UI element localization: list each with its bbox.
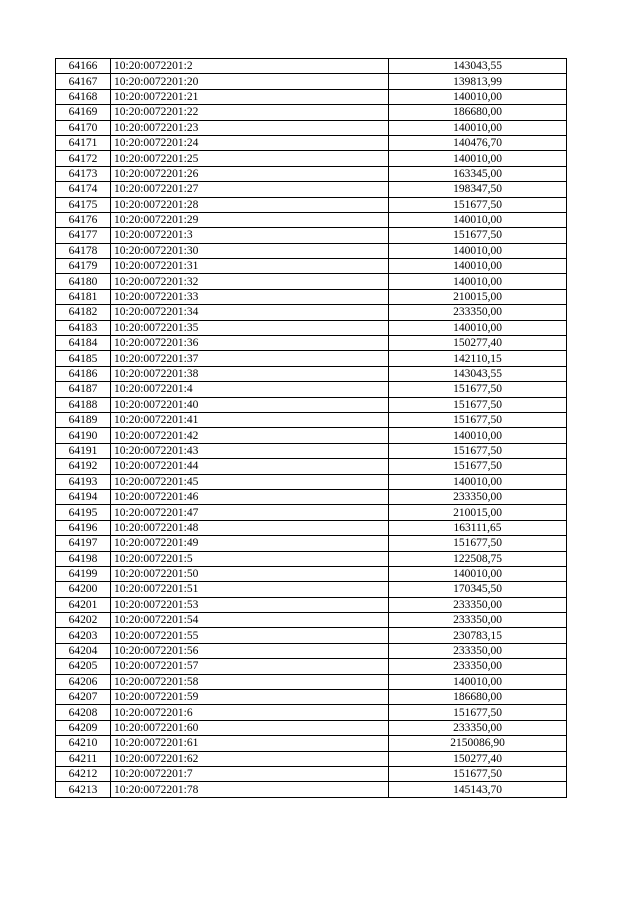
cadastral-number-cell: 10:20:0072201:21 [111,89,389,104]
table-row [56,412,567,427]
cadastral-value-cell: 186680,00 [389,690,567,705]
table-row [56,274,567,289]
cadastral-number-cell: 10:20:0072201:2 [111,59,389,74]
row-number-cell: 64168 [56,89,111,104]
cadastral-value-cell: 140010,00 [389,120,567,135]
row-number-cell: 64199 [56,566,111,581]
row-number-cell: 64195 [56,505,111,520]
row-number-cell: 64186 [56,366,111,381]
cadastral-number-cell: 10:20:0072201:29 [111,212,389,227]
table-row [56,289,567,304]
table-row [56,459,567,474]
row-number-cell: 64202 [56,613,111,628]
cadastral-number-cell: 10:20:0072201:26 [111,166,389,181]
cadastral-value-cell: 140010,00 [389,259,567,274]
cadastral-number-cell: 10:20:0072201:32 [111,274,389,289]
cadastral-number-cell: 10:20:0072201:31 [111,259,389,274]
cadastral-value-cell: 140010,00 [389,566,567,581]
table-row [56,89,567,104]
cadastral-number-cell: 10:20:0072201:28 [111,197,389,212]
cadastral-value-cell: 140010,00 [389,674,567,689]
row-number-cell: 64179 [56,259,111,274]
row-number-cell: 64203 [56,628,111,643]
row-number-cell: 64182 [56,305,111,320]
cadastral-number-cell: 10:20:0072201:6 [111,705,389,720]
row-number-cell: 64181 [56,289,111,304]
row-number-cell: 64166 [56,59,111,74]
cadastral-value-cell: 140010,00 [389,474,567,489]
cadastral-number-cell: 10:20:0072201:36 [111,336,389,351]
cadastral-value-cell: 233350,00 [389,659,567,674]
table-row [56,766,567,781]
cadastral-value-cell: 2150086,90 [389,736,567,751]
row-number-cell: 64197 [56,536,111,551]
table-row [56,613,567,628]
table-row [56,397,567,412]
cadastral-number-cell: 10:20:0072201:55 [111,628,389,643]
cadastral-number-cell: 10:20:0072201:35 [111,320,389,335]
table-row [56,643,567,658]
row-number-cell: 64183 [56,320,111,335]
cadastral-value-cell: 140010,00 [389,151,567,166]
cadastral-number-cell: 10:20:0072201:24 [111,135,389,150]
row-number-cell: 64190 [56,428,111,443]
cadastral-number-cell: 10:20:0072201:58 [111,674,389,689]
cadastral-value-cell: 151677,50 [389,443,567,458]
table-row [56,536,567,551]
row-number-cell: 64193 [56,474,111,489]
cadastral-number-cell: 10:20:0072201:42 [111,428,389,443]
cadastral-value-cell: 233350,00 [389,613,567,628]
row-number-cell: 64212 [56,766,111,781]
cadastral-number-cell: 10:20:0072201:34 [111,305,389,320]
table-row [56,105,567,120]
table-row [56,443,567,458]
cadastral-value-cell: 140010,00 [389,274,567,289]
cadastral-number-cell: 10:20:0072201:5 [111,551,389,566]
cadastral-value-cell: 151677,50 [389,536,567,551]
cadastral-number-cell: 10:20:0072201:7 [111,766,389,781]
table-row [56,74,567,89]
cadastral-number-cell: 10:20:0072201:46 [111,489,389,504]
cadastral-number-cell: 10:20:0072201:33 [111,289,389,304]
table-row [56,212,567,227]
table-row [56,690,567,705]
cadastral-number-cell: 10:20:0072201:61 [111,736,389,751]
row-number-cell: 64210 [56,736,111,751]
row-number-cell: 64188 [56,397,111,412]
row-number-cell: 64172 [56,151,111,166]
table-row [56,259,567,274]
cadastral-number-cell: 10:20:0072201:59 [111,690,389,705]
row-number-cell: 64178 [56,243,111,258]
cadastral-number-cell: 10:20:0072201:20 [111,74,389,89]
row-number-cell: 64169 [56,105,111,120]
cadastral-value-cell: 140476,70 [389,135,567,150]
cadastral-number-cell: 10:20:0072201:48 [111,520,389,535]
cadastral-value-cell: 233350,00 [389,643,567,658]
table-row [56,428,567,443]
row-number-cell: 64175 [56,197,111,212]
row-number-cell: 64173 [56,166,111,181]
table-row [56,597,567,612]
table-row [56,474,567,489]
cadastral-number-cell: 10:20:0072201:62 [111,751,389,766]
row-number-cell: 64196 [56,520,111,535]
table-row [56,305,567,320]
row-number-cell: 64167 [56,74,111,89]
row-number-cell: 64208 [56,705,111,720]
row-number-cell: 64187 [56,382,111,397]
cadastral-number-cell: 10:20:0072201:60 [111,720,389,735]
cadastral-value-cell: 233350,00 [389,597,567,612]
table-row [56,182,567,197]
cadastral-number-cell: 10:20:0072201:37 [111,351,389,366]
cadastral-value-cell: 233350,00 [389,720,567,735]
table-row [56,582,567,597]
cadastral-value-cell: 170345,50 [389,582,567,597]
row-number-cell: 64184 [56,336,111,351]
cadastral-number-cell: 10:20:0072201:47 [111,505,389,520]
table-row [56,366,567,381]
cadastral-value-cell: 143043,55 [389,59,567,74]
row-number-cell: 64180 [56,274,111,289]
table-row [56,751,567,766]
table-row [56,489,567,504]
cadastral-number-cell: 10:20:0072201:27 [111,182,389,197]
table-row [56,197,567,212]
table-row [56,151,567,166]
cadastral-value-cell: 151677,50 [389,197,567,212]
cadastral-value-cell: 140010,00 [389,428,567,443]
row-number-cell: 64170 [56,120,111,135]
table-row [56,782,567,797]
cadastral-number-cell: 10:20:0072201:78 [111,782,389,797]
cadastral-value-cell: 151677,50 [389,382,567,397]
row-number-cell: 64198 [56,551,111,566]
row-number-cell: 64205 [56,659,111,674]
cadastral-value-cell: 140010,00 [389,212,567,227]
cadastral-value-cell: 230783,15 [389,628,567,643]
row-number-cell: 64200 [56,582,111,597]
cadastral-number-cell: 10:20:0072201:51 [111,582,389,597]
cadastral-value-cell: 233350,00 [389,489,567,504]
table-row [56,59,567,74]
cadastral-number-cell: 10:20:0072201:44 [111,459,389,474]
row-number-cell: 64201 [56,597,111,612]
table-row [56,720,567,735]
cadastral-value-cell: 210015,00 [389,289,567,304]
row-number-cell: 64185 [56,351,111,366]
row-number-cell: 64174 [56,182,111,197]
table-row [56,659,567,674]
cadastral-value-cell: 198347,50 [389,182,567,197]
table-row [56,166,567,181]
cadastral-value-cell: 151677,50 [389,397,567,412]
cadastral-number-cell: 10:20:0072201:57 [111,659,389,674]
row-number-cell: 64171 [56,135,111,150]
row-number-cell: 64209 [56,720,111,735]
cadastral-number-cell: 10:20:0072201:56 [111,643,389,658]
row-number-cell: 64211 [56,751,111,766]
cadastral-value-cell: 151677,50 [389,766,567,781]
cadastral-value-cell: 150277,40 [389,336,567,351]
table-row [56,520,567,535]
cadastral-value-cell: 210015,00 [389,505,567,520]
cadastral-value-cell: 163111,65 [389,520,567,535]
table-body [56,59,567,798]
table-row [56,382,567,397]
row-number-cell: 64192 [56,459,111,474]
cadastral-number-cell: 10:20:0072201:3 [111,228,389,243]
table-row [56,135,567,150]
table-row [56,505,567,520]
row-number-cell: 64176 [56,212,111,227]
row-number-cell: 64204 [56,643,111,658]
cadastral-value-cell: 151677,50 [389,705,567,720]
cadastral-number-cell: 10:20:0072201:45 [111,474,389,489]
cadastral-number-cell: 10:20:0072201:25 [111,151,389,166]
table-row [56,351,567,366]
row-number-cell: 64194 [56,489,111,504]
cadastral-value-cell: 163345,00 [389,166,567,181]
cadastral-value-cell: 233350,00 [389,305,567,320]
cadastral-value-cell: 122508,75 [389,551,567,566]
cadastral-value-cell: 139813,99 [389,74,567,89]
row-number-cell: 64207 [56,690,111,705]
cadastral-value-cell: 140010,00 [389,89,567,104]
cadastral-value-cell: 150277,40 [389,751,567,766]
row-number-cell: 64213 [56,782,111,797]
cadastral-value-cell: 151677,50 [389,459,567,474]
row-number-cell: 64206 [56,674,111,689]
cadastral-number-cell: 10:20:0072201:41 [111,412,389,427]
table-row [56,674,567,689]
cadastral-value-cell: 151677,50 [389,412,567,427]
cadastral-number-cell: 10:20:0072201:4 [111,382,389,397]
table-row [56,228,567,243]
row-number-cell: 64191 [56,443,111,458]
cadastral-value-cell: 142110,15 [389,351,567,366]
table-row [56,705,567,720]
cadastral-number-cell: 10:20:0072201:49 [111,536,389,551]
cadastral-number-cell: 10:20:0072201:40 [111,397,389,412]
cadastral-number-cell: 10:20:0072201:50 [111,566,389,581]
cadastral-value-cell: 145143,70 [389,782,567,797]
cadastral-number-cell: 10:20:0072201:23 [111,120,389,135]
cadastral-number-cell: 10:20:0072201:54 [111,613,389,628]
document-sheet [55,58,566,798]
cadastral-number-cell: 10:20:0072201:38 [111,366,389,381]
table-row [56,120,567,135]
table-row [56,320,567,335]
cadastral-value-cell: 140010,00 [389,243,567,258]
table-row [56,628,567,643]
table-row [56,243,567,258]
cadastral-number-cell: 10:20:0072201:43 [111,443,389,458]
table-row [56,551,567,566]
cadastral-value-table [55,58,567,798]
cadastral-value-cell: 186680,00 [389,105,567,120]
cadastral-number-cell: 10:20:0072201:53 [111,597,389,612]
cadastral-value-cell: 151677,50 [389,228,567,243]
table-row [56,736,567,751]
table-row [56,336,567,351]
cadastral-value-cell: 143043,55 [389,366,567,381]
cadastral-number-cell: 10:20:0072201:22 [111,105,389,120]
row-number-cell: 64189 [56,412,111,427]
cadastral-number-cell: 10:20:0072201:30 [111,243,389,258]
table-row [56,566,567,581]
cadastral-value-cell: 140010,00 [389,320,567,335]
row-number-cell: 64177 [56,228,111,243]
